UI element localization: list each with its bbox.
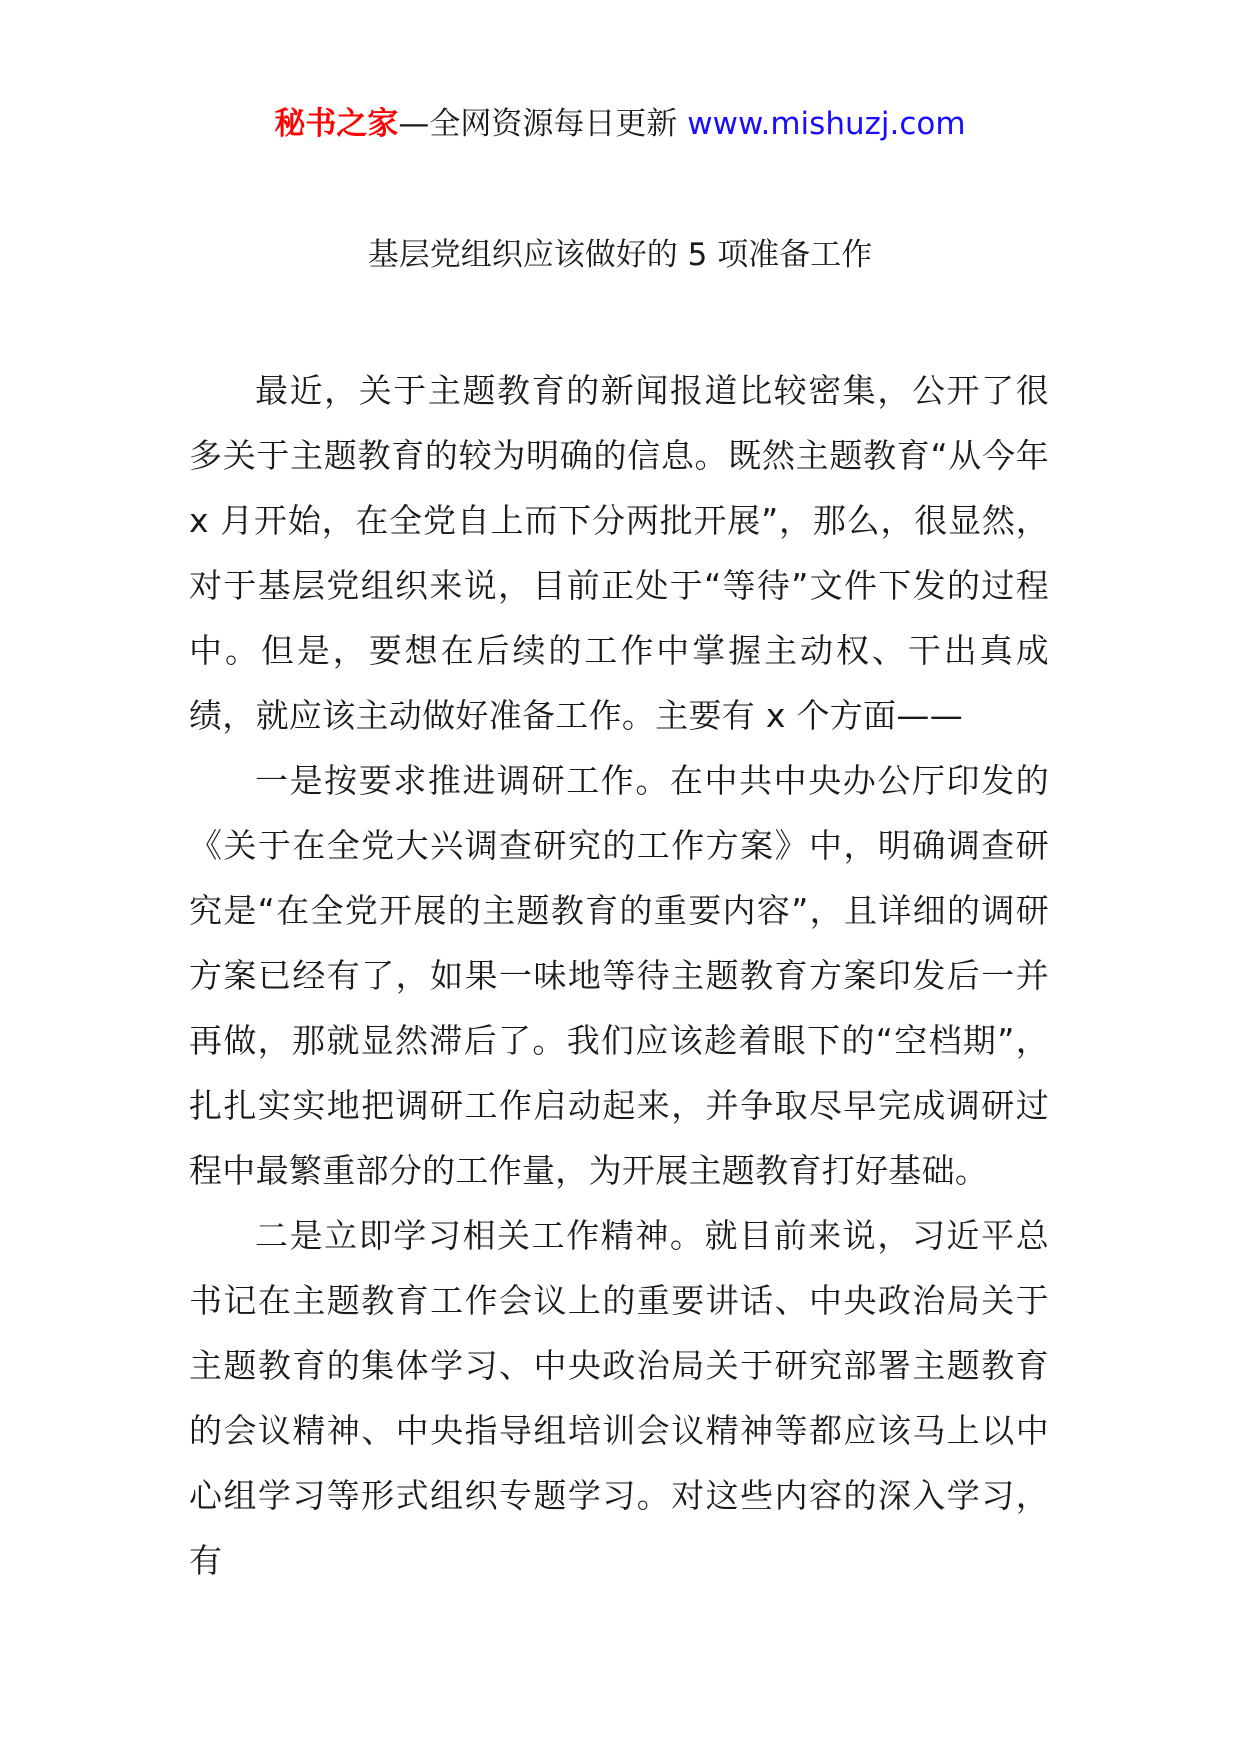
site-header xyxy=(0,102,1240,146)
document-title: 基层党组织应该做好的 5 项准备工作 xyxy=(367,237,873,273)
site-tagline: —全网资源每日更新 xyxy=(398,106,678,142)
paragraph-study: 二是立即学习相关工作精神。就目前来说，习近平总书记在主题教育工作会议上的重要讲话、中央政治局关于主题教育的集体学习、中央政治局关于研究部署主题教育的会议精神、中央指导组培训会议精神等都应该马上以中心组学习等形式组织专题学习。对这些内容的深入学习，有 xyxy=(189,1216,1049,1580)
paragraph-research: 一是按要求推进调研工作。在中共中央办公厅印发的《关于在全党大兴调查研究的工作方案》中，明确调查研究是“在全党开展的主题教育的重要内容”，且详细的调研方案已经有了，如果一味地等待主题教育方案印发后一并再做，那就显然滞后了。我们应该趁着眼下的“空档期”，扎扎实实地把调研工作启动起来，并争取尽早完成调研过程中最繁重部分的工作量，为开展主题教育打好基础。 xyxy=(189,761,1049,1190)
brand-name: 秘书之家 xyxy=(274,106,399,142)
paragraph-intro: 最近，关于主题教育的新闻报道比较密集，公开了很多关于主题教育的较为明确的信息。既然主题教育“从今年 x 月开始，在全党自上而下分两批开展”，那么，很显然，对于基层党组织来说，目前正处于“等待”文件下发的过程中。但是，要想在后续的工作中掌握主动权、干出真成绩，就应该主动做好准备工作。主要有 x 个方面—— xyxy=(189,371,1049,735)
site-url-link[interactable]: www.mishuzj.com xyxy=(687,106,966,142)
document-body xyxy=(189,358,1049,1593)
